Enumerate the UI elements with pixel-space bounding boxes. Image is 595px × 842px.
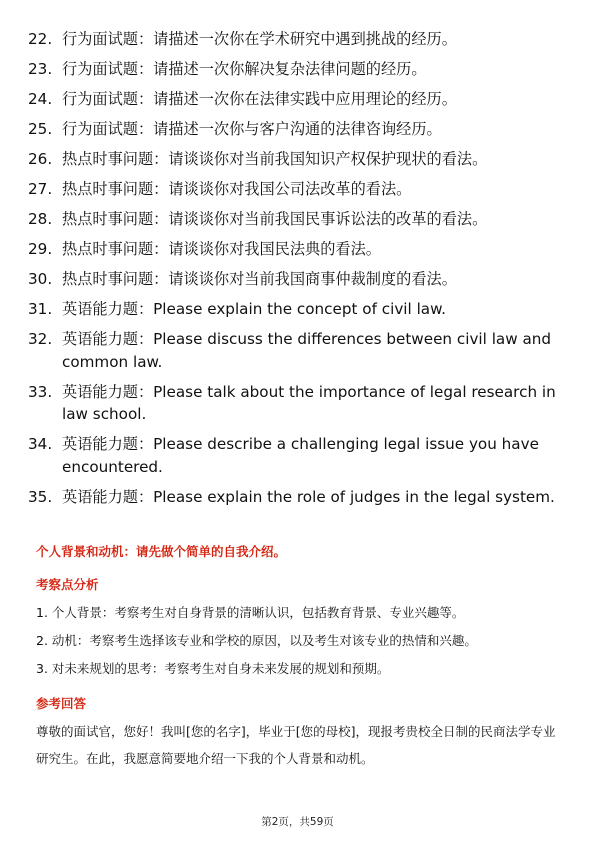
question-number: 26. [28, 149, 53, 168]
question-number: 30. [28, 269, 53, 288]
question-number: 24. [28, 89, 53, 108]
question-text: 英语能力题：Please explain the role of judges in the legal system. [62, 488, 555, 507]
analysis-heading-block [36, 576, 561, 594]
analysis-point-3-block [36, 660, 561, 678]
analysis-point: 1. 个人背景：考察考生对自身背景的清晰认识，包括教育背景、专业兴趣等。 [36, 605, 465, 620]
answer-paragraph: 尊敬的面试官，您好！我叫[您的名字]，毕业于[您的母校]，现报考贵校全日制的民商法学专业研究生。在此，我愿意简要地介绍一下我的个人背景和动机。 [36, 724, 556, 766]
question-number: 32. [28, 329, 53, 348]
question-item [28, 328, 568, 374]
question-item [28, 28, 568, 51]
analysis-heading: 考察点分析 [36, 577, 99, 592]
question-number: 34. [28, 435, 53, 454]
question-text: 英语能力题：Please describe a challenging legal issue you have encountered. [62, 435, 539, 477]
question-text: 热点时事问题：请谈谈你对当前我国民事诉讼法的改革的看法。 [62, 209, 488, 228]
question-item [28, 88, 568, 111]
question-text: 行为面试题：请描述一次你在法律实践中应用理论的经历。 [62, 89, 457, 108]
analysis-point-2-block [36, 632, 561, 650]
question-text: 行为面试题：请描述一次你与客户沟通的法律咨询经历。 [62, 119, 442, 138]
question-number: 35. [28, 488, 53, 507]
question-text: 英语能力题：Please talk about the importance of legal research in law school. [62, 382, 556, 424]
question-text: 热点时事问题：请谈谈你对当前我国知识产权保护现状的看法。 [62, 149, 488, 168]
question-item [28, 433, 568, 479]
question-item [28, 238, 568, 261]
answer-heading: 参考回答 [36, 696, 87, 711]
analysis-point: 2. 动机：考察考生选择该专业和学校的原因，以及考生对该专业的热情和兴趣。 [36, 633, 477, 648]
question-number: 22. [28, 30, 53, 48]
question-item [28, 381, 568, 427]
answer-paragraph-block [36, 718, 561, 772]
question-number: 28. [28, 209, 53, 228]
question-item [28, 486, 568, 509]
question-text: 英语能力题：Please discuss the differences between civil law and common law. [62, 329, 552, 371]
answer-heading-block [36, 695, 561, 713]
question-number: 31. [28, 299, 53, 318]
question-text: 热点时事问题：请谈谈你对我国民法典的看法。 [62, 239, 381, 258]
question-item [28, 268, 568, 291]
question-text: 热点时事问题：请谈谈你对我国公司法改革的看法。 [62, 179, 412, 198]
question-item [28, 208, 568, 231]
question-item [28, 58, 568, 81]
detail-question-heading-block [36, 543, 561, 561]
question-number: 33. [28, 382, 53, 401]
question-text: 行为面试题：请描述一次你解决复杂法律问题的经历。 [62, 59, 427, 78]
question-number: 25. [28, 119, 53, 138]
question-item [28, 178, 568, 201]
question-item [28, 148, 568, 171]
question-item [28, 118, 568, 141]
detail-question-heading: 个人背景和动机：请先做个简单的自我介绍。 [36, 544, 287, 559]
page-footer: 第2页，共59页 [261, 816, 334, 828]
analysis-point-1-block [36, 604, 561, 622]
question-text: 行为面试题：请描述一次你在学术研究中遇到挑战的经历。 [62, 30, 457, 48]
analysis-point: 3. 对未来规划的思考：考察考生对自身未来发展的规划和预期。 [36, 661, 390, 676]
question-list [28, 28, 568, 516]
question-text: 英语能力题：Please explain the concept of civil law. [62, 299, 446, 318]
question-item [28, 298, 568, 321]
question-number: 29. [28, 239, 53, 258]
question-number: 27. [28, 179, 53, 198]
question-text: 热点时事问题：请谈谈你对当前我国商事仲裁制度的看法。 [62, 269, 457, 288]
question-number: 23. [28, 59, 53, 78]
